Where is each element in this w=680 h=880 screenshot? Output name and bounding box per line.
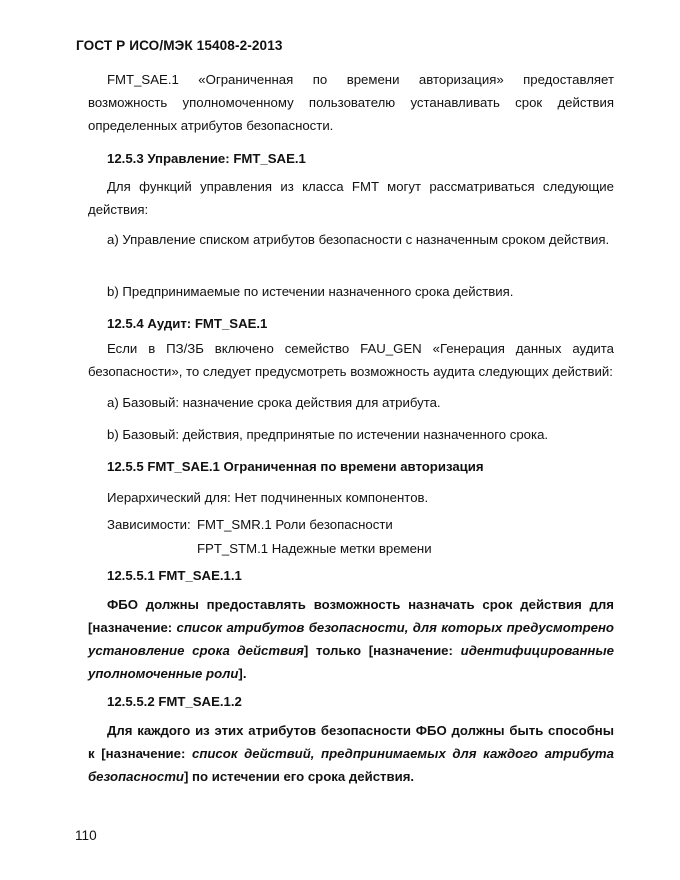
req1-assignment-attributes: список атрибутов безопасности, для которых предусмотрено установление срока действия	[88, 620, 614, 658]
hierarchy-line: Иерархический для: Нет подчиненных компонентов.	[107, 490, 429, 505]
req1-assignment-roles: идентифицированные уполномоченные роли	[88, 643, 614, 681]
section-heading-12-5-5-1: 12.5.5.1 FMT_SAE.1.1	[107, 568, 242, 583]
management-item-b: b) Предпринимаемые по истечении назначенного срока действия.	[107, 284, 514, 299]
dependency-fmt-smr: FMT_SMR.1 Роли безопасности	[197, 517, 393, 532]
audit-item-b: b) Базовый: действия, предпринятые по истечении назначенного срока.	[107, 427, 549, 442]
section-heading-12-5-3: 12.5.3 Управление: FMT_SAE.1	[107, 151, 306, 166]
management-item-a: a) Управление списком атрибутов безопасности с назначенным сроком действия.	[107, 232, 610, 247]
management-paragraph: Для функций управления из класса FMT могут рассматриваться следующие действия:	[88, 179, 614, 217]
requirement-fmt-sae-1-2	[88, 719, 614, 788]
req2-text-1: Для каждого из этих атрибутов безопасности ФБО должны быть способны к [назначение:	[88, 723, 614, 761]
dependencies-label: Зависимости:	[107, 517, 191, 532]
standard-header: ГОСТ Р ИСО/МЭК 15408-2-2013	[76, 38, 283, 53]
section-heading-12-5-5: 12.5.5 FMT_SAE.1 Ограниченная по времени авторизация	[107, 459, 484, 474]
req1-text-2: ] только [назначение:	[303, 643, 461, 658]
req2-assignment-actions: список действий, предпринимаемых для каждого атрибута безопасности	[88, 746, 614, 784]
section-heading-12-5-5-2: 12.5.5.2 FMT_SAE.1.2	[107, 694, 242, 709]
req1-text-3: ].	[238, 666, 247, 681]
audit-paragraph: Если в ПЗ/ЗБ включено семейство FAU_GEN «Генерация данных аудита безопасности», то следует предусмотреть возможность аудита следующих действий:	[88, 341, 614, 379]
audit-item-a: a) Базовый: назначение срока действия для атрибута.	[107, 395, 441, 410]
requirement-fmt-sae-1-1	[88, 593, 614, 685]
req2-text-2: ] по истечении его срока действия.	[183, 769, 415, 784]
dependency-fpt-stm: FPT_STM.1 Надежные метки времени	[197, 541, 432, 556]
intro-paragraph: FMT_SAE.1 «Ограниченная по времени авторизация» предоставляет возможность уполномоченному пользователю устанавливать срок действия определенных атрибутов безопасности.	[88, 72, 614, 133]
page-number: 110	[75, 828, 97, 843]
section-heading-12-5-4: 12.5.4 Аудит: FMT_SAE.1	[107, 316, 268, 331]
req1-text-1: ФБО должны предоставлять возможность назначать срок действия для [назначение:	[88, 597, 614, 635]
